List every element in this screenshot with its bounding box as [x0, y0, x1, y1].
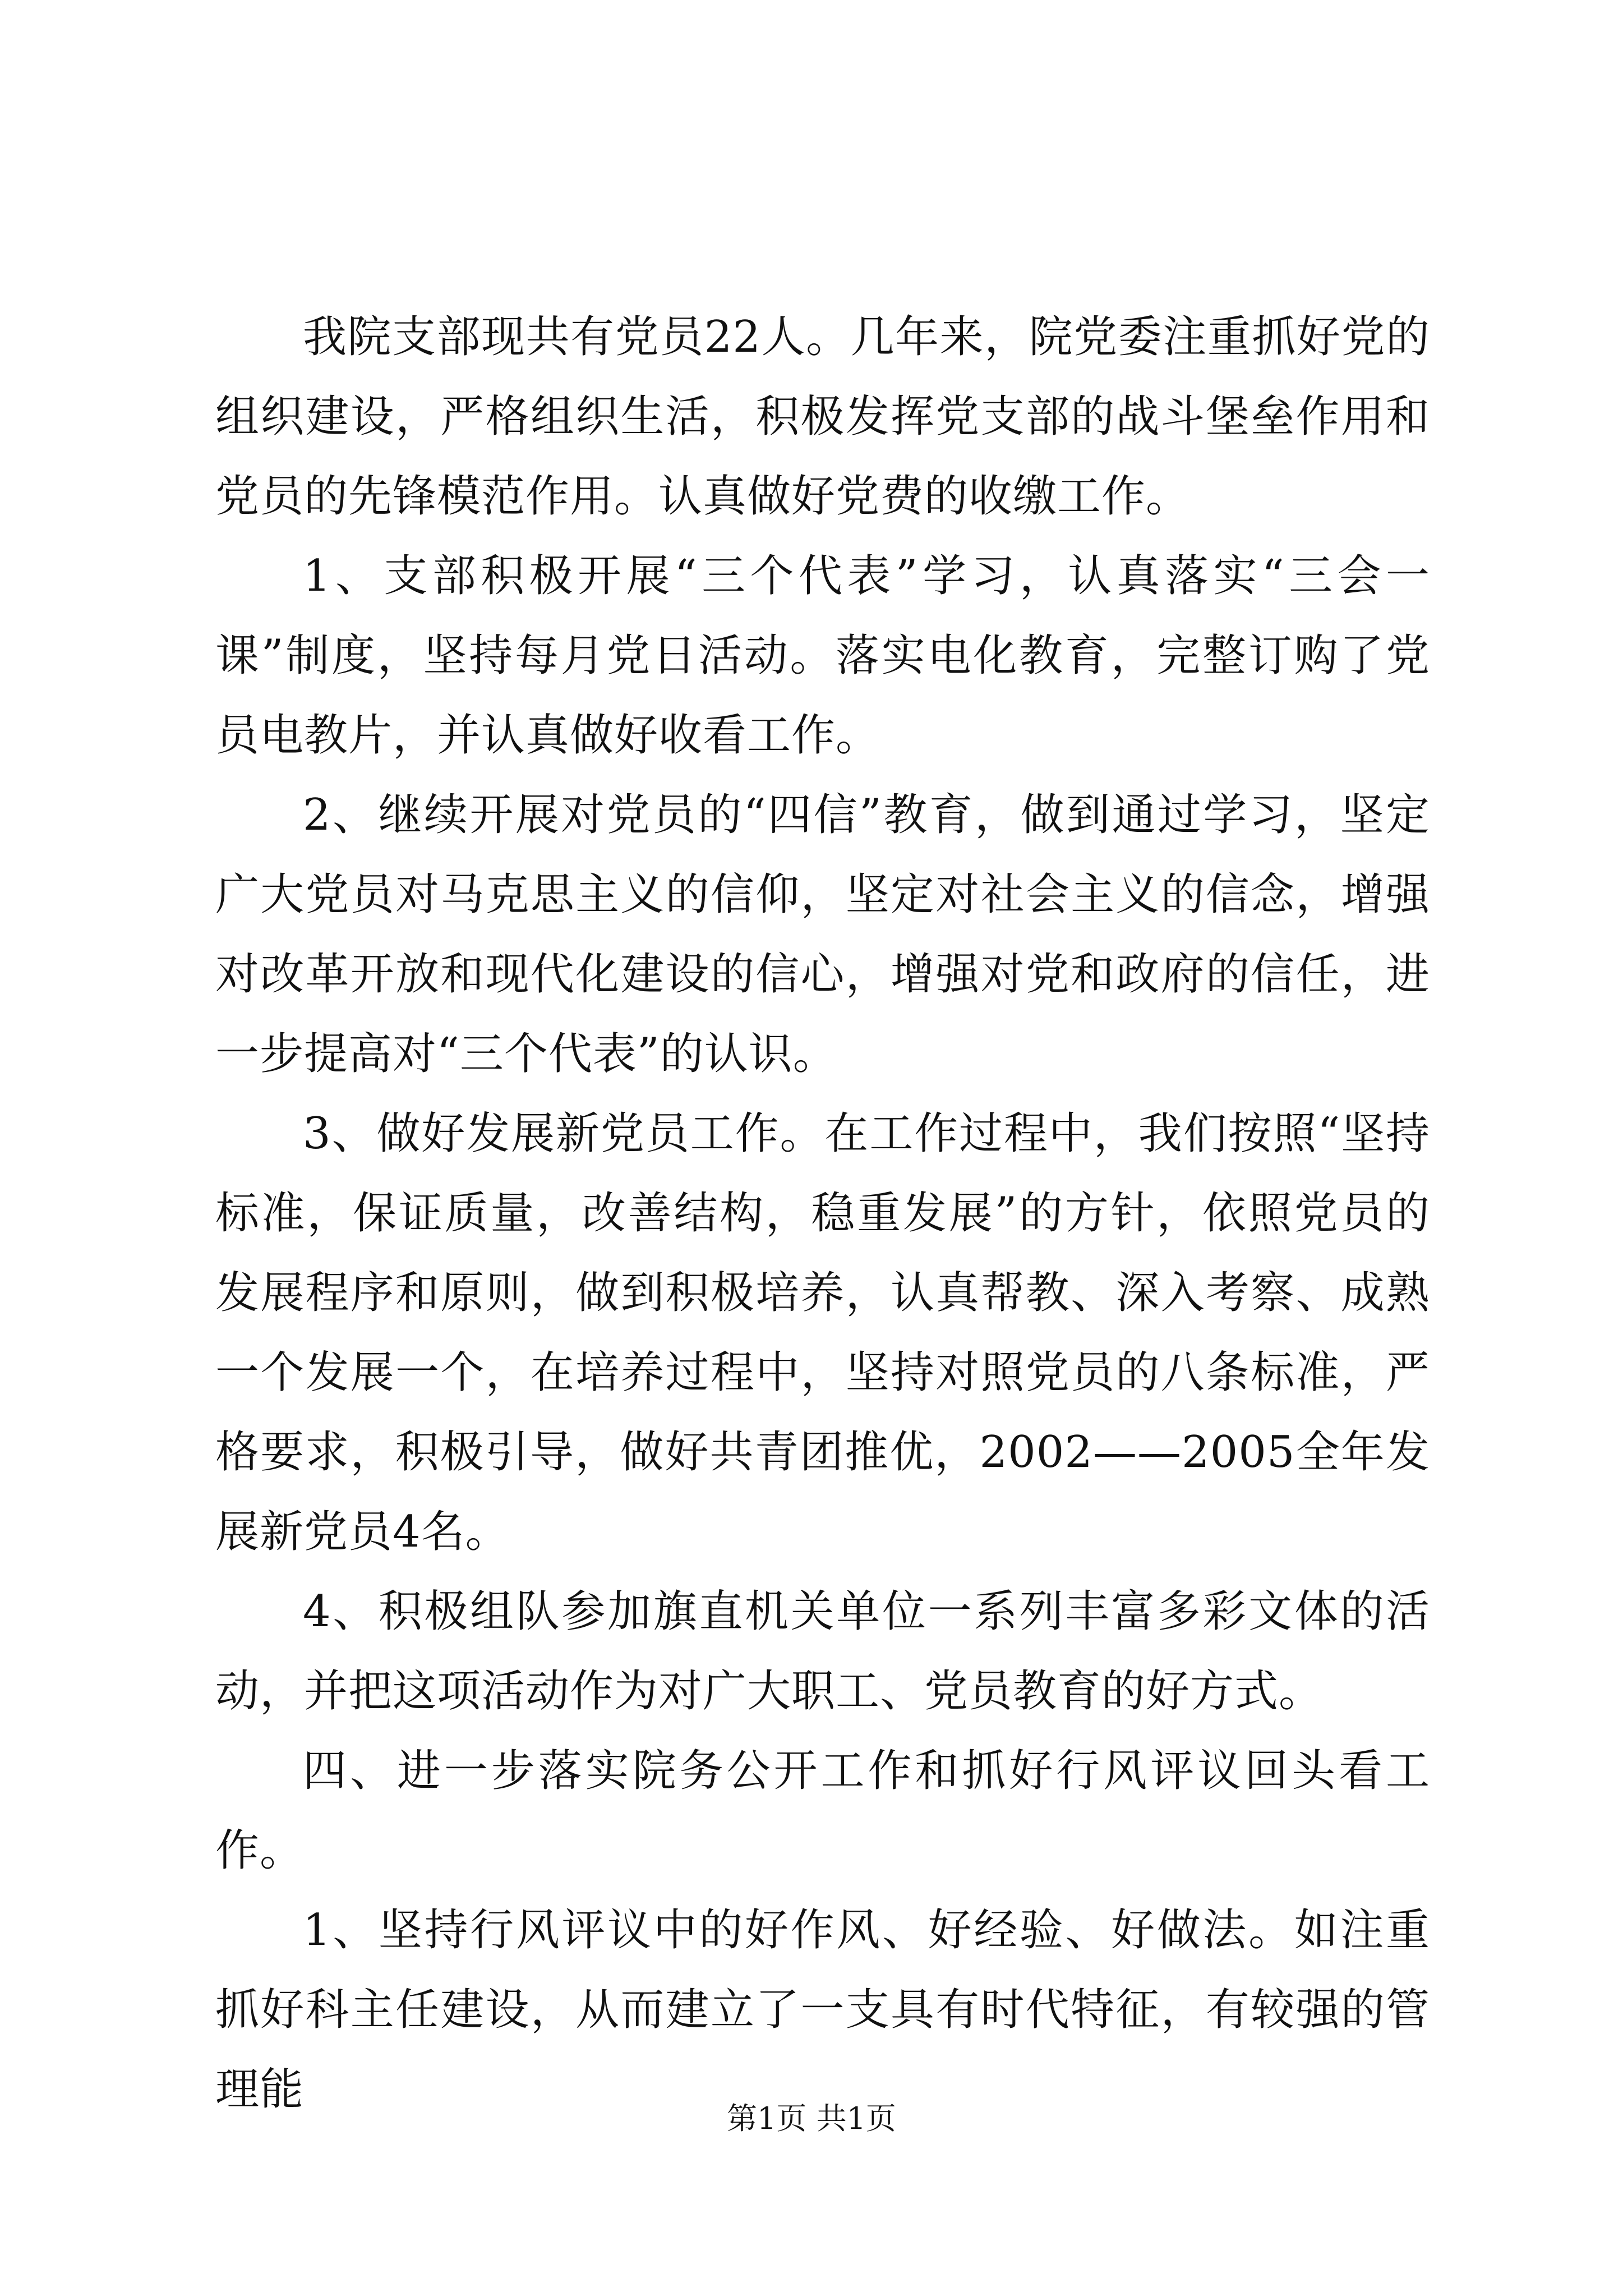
page-footer: 第1页 共1页 [727, 2101, 896, 2136]
paragraph-item-1: 1、支部积极开展“三个代表”学习，认真落实“三会一课”制度，坚持每月党日活动。落实电化教育，完整订购了党员电教片，并认真做好收看工作。 [215, 551, 1430, 761]
paragraph-intro: 我院支部现共有党员22人。几年来，院党委注重抓好党的组织建设，严格组织生活，积极发挥党支部的战斗堡垒作用和党员的先锋模范作用。认真做好党费的收缴工作。 [215, 312, 1430, 522]
paragraph-section4-item-1: 1、坚持行风评议中的好作风、好经验、好做法。如注重抓好科主任建设，从而建立了一支具有时代特征，有较强的管理能 [215, 1905, 1430, 2115]
paragraph-item-2: 2、继续开展对党员的“四信”教育，做到通过学习，坚定广大党员对马克思主义的信仰，坚定对社会主义的信念，增强对改革开放和现代化建设的信心，增强对党和政府的信任，进一步提高对“三个代表”的认识。 [215, 790, 1430, 1079]
section-heading-4: 四、进一步落实院务公开工作和抓好行风评议回头看工作。 [215, 1746, 1430, 1876]
paragraph-item-3: 3、做好发展新党员工作。在工作过程中，我们按照“坚持标准，保证质量，改善结构，稳重发展”的方针，依照党员的发展程序和原则，做到积极培养，认真帮教、深入考察、成熟一个发展一个，在培养过程中，坚持对照党员的八条标准，严格要求，积极引导，做好共青团推优，2002——2005全年发展新党员4名。 [215, 1108, 1430, 1557]
paragraph-item-4: 4、积极组队参加旗直机关单位一系列丰富多彩文体的活动，并把这项活动作为对广大职工、党员教育的好方式。 [215, 1586, 1430, 1717]
document-body [215, 297, 1430, 2129]
